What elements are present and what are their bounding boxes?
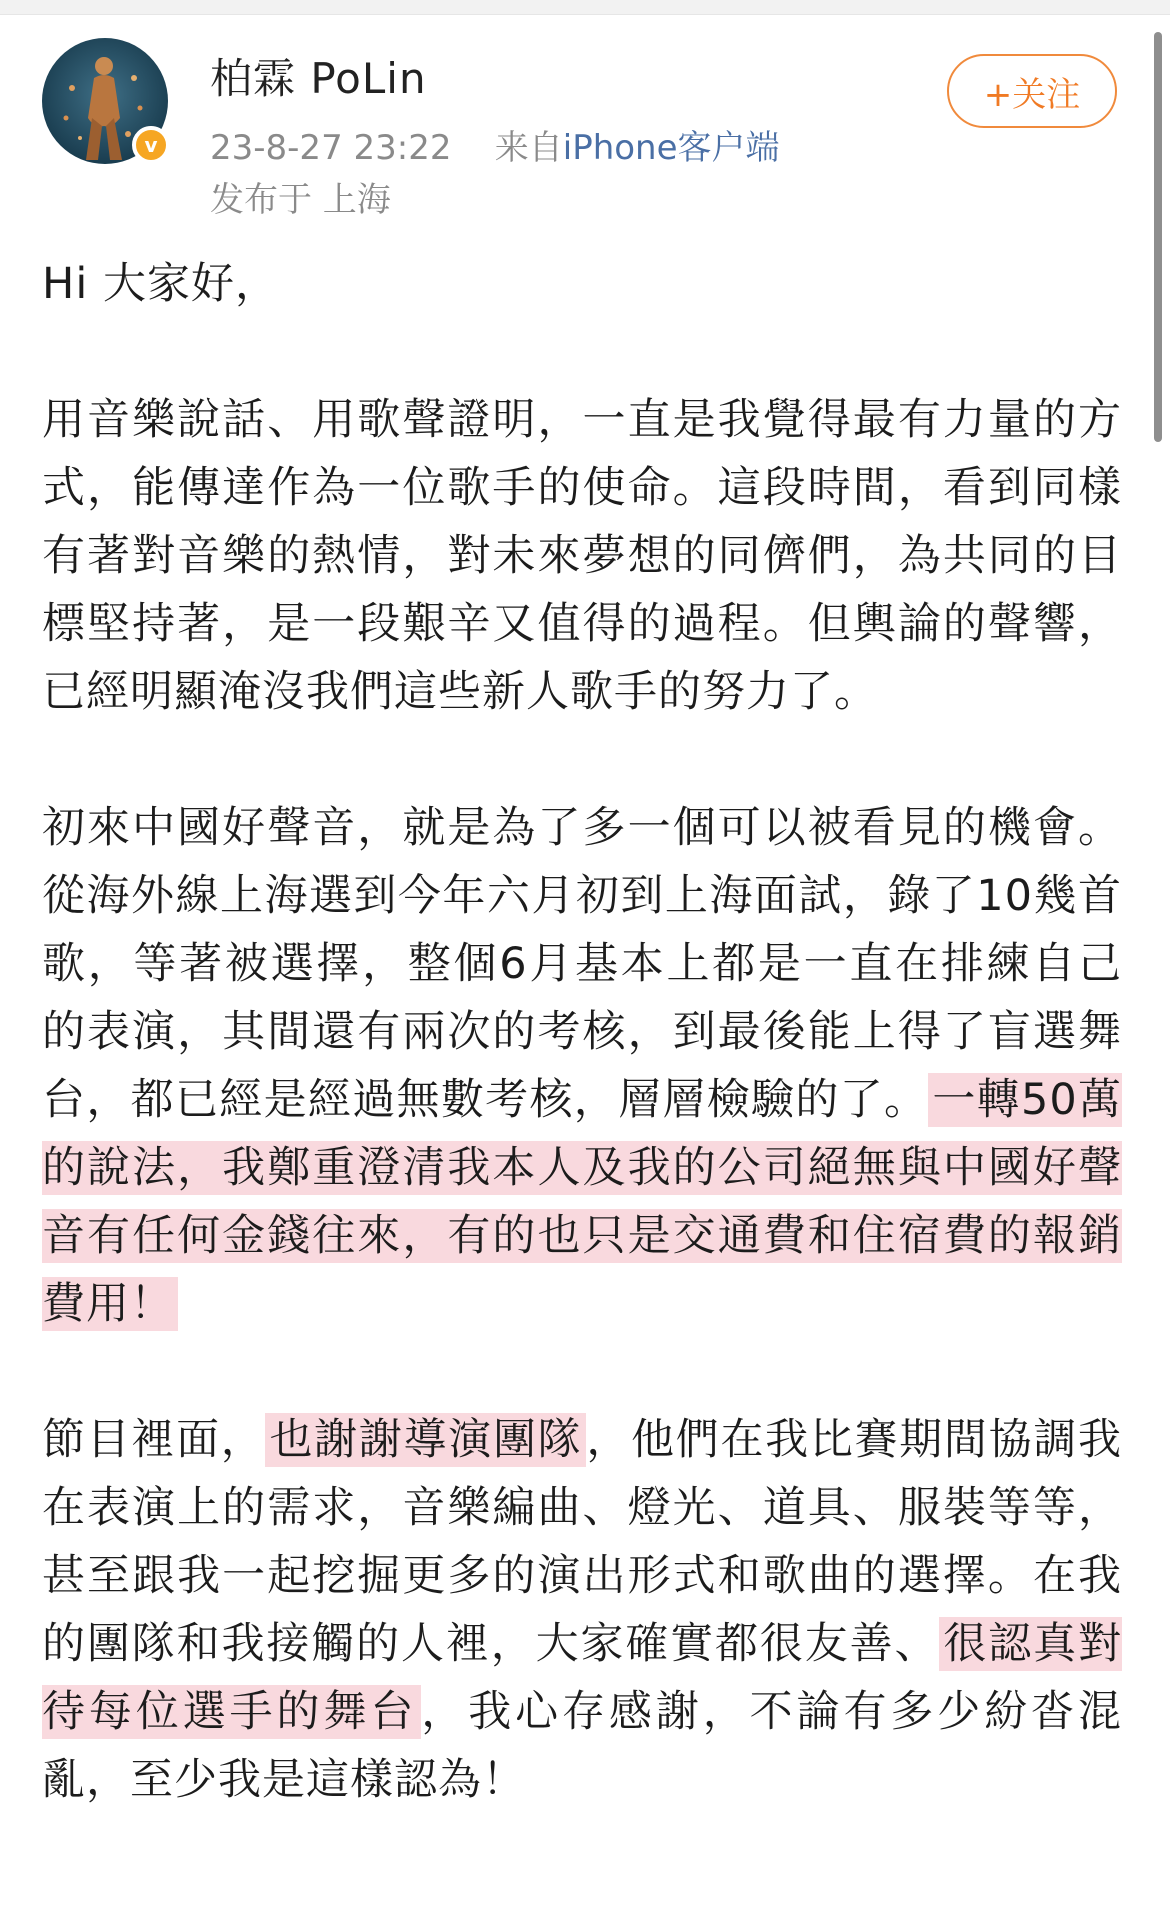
highlighted-text: 很認真對待每位選手的舞台 [42, 1619, 1123, 1737]
paragraph-text: ，他們在我比賽期間協調我在表演上的需求，音樂編曲、燈光、道具、服裝等等，甚至跟我一起挖掘更多的演出形式和歌曲的選擇。在我的團隊和我接觸的人裡，大家確實都很友善、 [42, 1415, 1123, 1669]
post-paragraph [42, 794, 1122, 1338]
post-location: 发布于 上海 [210, 180, 391, 220]
scrollbar[interactable] [1154, 32, 1162, 442]
post-timestamp: 23-8-27 23:22 [210, 128, 452, 168]
paragraph-text: Hi 大家好， [42, 259, 279, 309]
paragraph-text: 節目裡面， [42, 1415, 266, 1465]
top-divider [0, 0, 1170, 15]
source-app-link[interactable]: iPhone客户端 [562, 128, 780, 168]
post-meta [210, 120, 780, 169]
post-paragraph [42, 1406, 1122, 1814]
post-paragraph [42, 250, 1122, 318]
paragraph-text: 初來中國好聲音，就是為了多一個可以被看見的機會。從海外線上海選到今年六月初到上海面試，錄了10幾首歌，等著被選擇，整個6月基本上都是一直在排練自己的表演，其間還有兩次的考核，到最後能上得了盲選舞台，都已經是經過無數考核，層層檢驗的了。 [42, 803, 1122, 1125]
author-name[interactable]: 柏霖 PoLin [210, 54, 427, 103]
follow-button[interactable]: +关注 [947, 54, 1117, 128]
paragraph-text: 用音樂說話、用歌聲證明，一直是我覺得最有力量的方式，能傳達作為一位歌手的使命。這段時間，看到同樣有著對音樂的熱情，對未來夢想的同儕們，為共同的目標堅持著，是一段艱辛又值得的過程。但輿論的聲響，已經明顯淹沒我們這些新人歌手的努力了。 [42, 395, 1122, 717]
post-body [42, 250, 1122, 1882]
highlighted-text: 也謝謝導演團隊 [265, 1413, 586, 1467]
post-header [42, 38, 1132, 218]
post-paragraph [42, 386, 1122, 726]
highlighted-text: 一轉50萬的說法，我鄭重澄清我本人及我的公司絕無與中國好聲音有任何金錢往來，有的也只是交通費和住宿費的報銷費用！ [42, 1075, 1123, 1329]
verified-badge-icon: v [132, 126, 170, 164]
paragraph-text: ，我心存感謝，不論有多少紛沓混亂，至少我是這樣認為！ [42, 1687, 1123, 1805]
source-prefix: 来自 [494, 128, 563, 168]
